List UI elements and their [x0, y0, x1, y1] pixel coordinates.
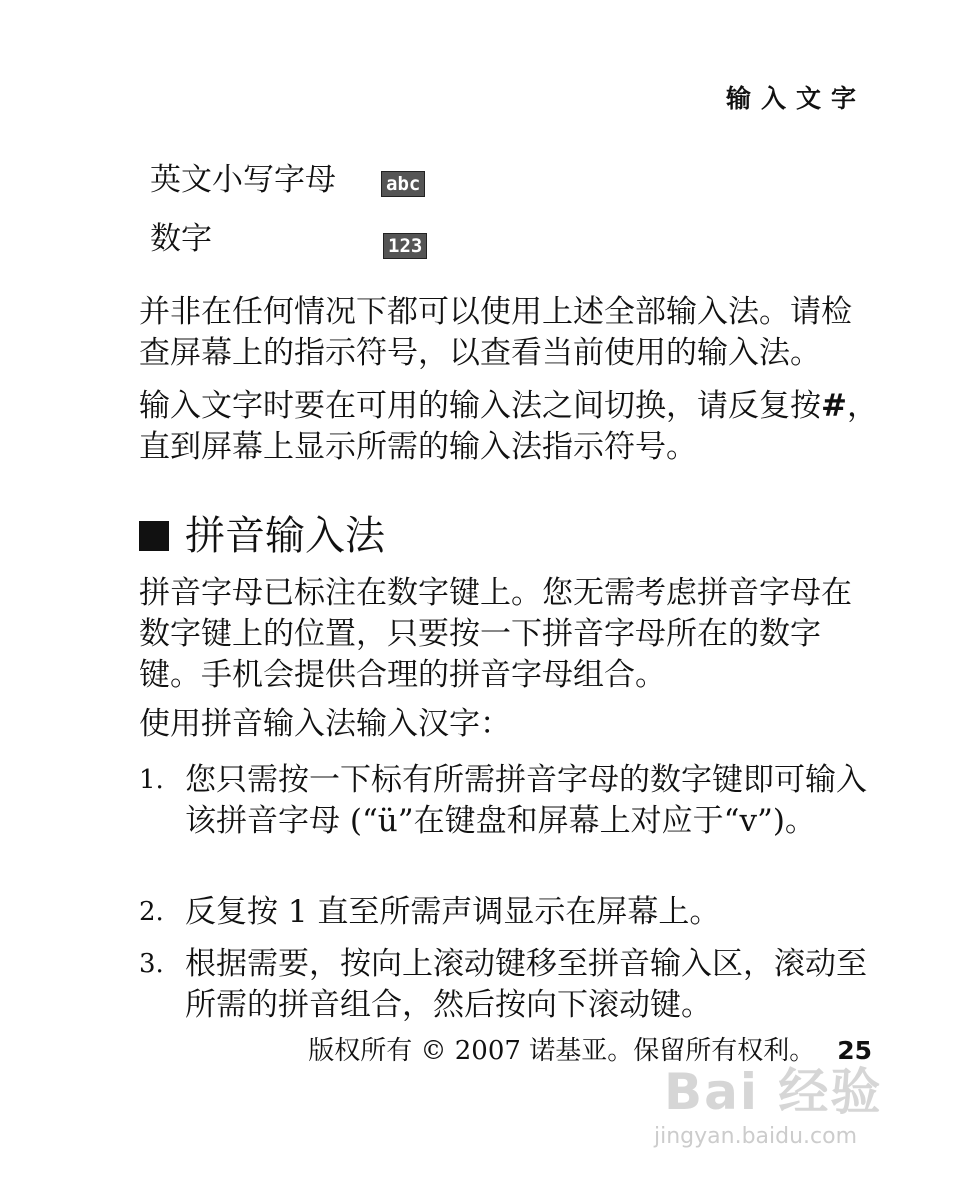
paragraph-switch-before: 输入文字时要在可用的输入法之间切换，请反复按 [139, 388, 821, 424]
step-text: 反复按 1 直至所需声调显示在屏幕上。 [185, 894, 721, 930]
square-bullet-icon [139, 521, 169, 551]
mode-label-lowercase: 英文小写字母 [150, 162, 336, 198]
step-number: 2. [139, 897, 164, 927]
watermark-logo: Bai 经验 [664, 1063, 883, 1121]
baidu-watermark [654, 1052, 904, 1162]
mode-label-numeric: 数字 [150, 221, 212, 257]
running-header-title: 输入文字 [725, 84, 866, 113]
mode-indicator-abc-icon: abc [382, 172, 424, 196]
paragraph-switch-after: ，直到屏幕上显示所需的输入法指示符号。 [139, 388, 878, 465]
paragraph-switch-mode [139, 386, 879, 468]
step-item [139, 944, 879, 1026]
step-number: 3. [139, 949, 164, 979]
section-intro: 拼音字母已标注在数字键上。您无需考虑拼音字母在数字键上的位置，只要按一下拼音字母所在的数字键。手机会提供合理的拼音字母组合。 [139, 575, 852, 693]
step-item [139, 760, 879, 842]
section-title: 拼音输入法 [185, 513, 385, 559]
copyright-text: 版权所有 © 2007 诺基亚。保留所有权利。 [308, 1036, 816, 1066]
step-item [139, 892, 879, 933]
step-text: 根据需要，按向上滚动键移至拼音输入区，滚动至所需的拼音组合，然后按向下滚动键。 [185, 946, 867, 1023]
page-number: 25 [837, 1036, 872, 1065]
watermark-url: jingyan.baidu.com [654, 1124, 858, 1149]
mode-indicator-123-icon: 123 [384, 234, 426, 258]
paragraph-availability: 并非在任何情况下都可以使用上述全部输入法。请检查屏幕上的指示符号，以查看当前使用的输入法。 [139, 294, 852, 371]
step-text: 您只需按一下标有所需拼音字母的数字键即可输入该拼音字母 (“ü”在键盘和屏幕上对应于“v”)。 [185, 762, 867, 839]
section-lead: 使用拼音输入法输入汉字： [139, 706, 511, 742]
hash-key-label: # [821, 388, 847, 424]
step-number: 1. [139, 765, 164, 795]
section-heading [139, 512, 385, 560]
